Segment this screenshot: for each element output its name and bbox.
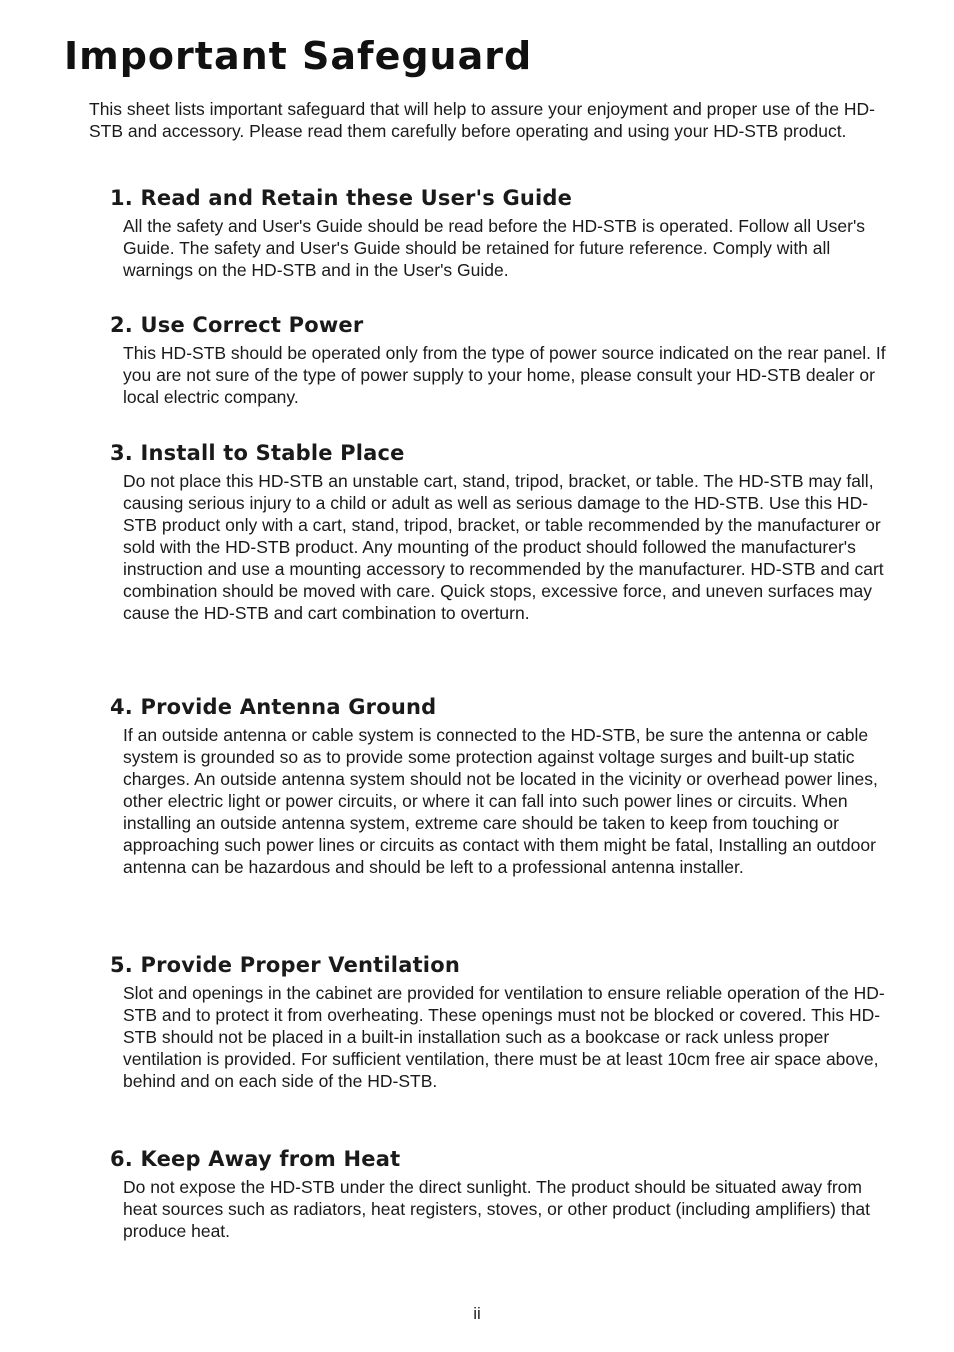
section-antenna-ground (110, 693, 900, 878)
section-read-and-retain (110, 184, 900, 281)
section-heading: 2. Use Correct Power (110, 313, 364, 337)
section-heading: 6. Keep Away from Heat (110, 1147, 401, 1171)
section-heading: 3. Install to Stable Place (110, 441, 405, 465)
section-body: All the safety and User's Guide should be read before the HD-STB is operated. Follow all User's Guide. The safety and User's Guide should be retained for future reference. Comply with all warnings on the HD-STB and in the User's Guide. (123, 216, 866, 280)
intro-paragraph: This sheet lists important safeguard that will help to assure your enjoyment and proper use of the HD-STB and accessory. Please read them carefully before operating and using your HD-STB product. (89, 99, 875, 141)
section-keep-away-heat (110, 1145, 900, 1242)
section-heading: 5. Provide Proper Ventilation (110, 953, 460, 977)
section-use-correct-power (110, 311, 900, 408)
section-body: If an outside antenna or cable system is connected to the HD-STB, be sure the antenna or cable system is grounded so as to provide some protection against voltage surges and built-up static charges. An outside antenna system should not be located in the vicinity or overhead power lines, other electric light or power circuits, or where it can fall into such power lines or circuits. When installing an outside antenna system, extreme care should be taken to keep from touching or approaching such power lines or circuits as contact with them might be fatal, Installing an outdoor antenna can be hazardous and should be left to a professional antenna installer. (123, 725, 878, 877)
section-body: Do not place this HD-STB an unstable cart, stand, tripod, bracket, or table. The HD-STB may fall, causing serious injury to a child or adult as well as serious damage to the HD-STB. Use this HD-STB product only with a cart, stand, tripod, bracket, or table recommended by the manufacturer or sold with the HD-STB product. Any mounting of the product should followed the manufacturer's instruction and use a mounting accessory to recommended by the manufacturer. HD-STB and cart combination should be moved with care. Quick stops, excessive force, and uneven surfaces may cause the HD-STB and cart combination to overturn. (123, 471, 884, 623)
section-ventilation (110, 951, 900, 1092)
section-install-stable-place (110, 439, 900, 624)
page-number: ii (473, 1304, 481, 1323)
section-body: Slot and openings in the cabinet are provided for ventilation to ensure reliable operation of the HD-STB and to protect it from overheating. These openings must not be blocked or covered. This HD-STB should not be placed in a built-in installation such as a bookcase or rack unless proper ventilation is provided. For sufficient ventilation, there must be at least 10cm free air space above, behind and on each side of the HD-STB. (123, 983, 885, 1091)
section-body: This HD-STB should be operated only from the type of power source indicated on the rear panel. If you are not sure of the type of power supply to your home, please consult your HD-STB dealer or local electric company. (123, 343, 886, 407)
section-body: Do not expose the HD-STB under the direct sunlight. The product should be situated away from heat sources such as radiators, heat registers, stoves, or other product (including amplifiers) that produce heat. (123, 1177, 871, 1241)
section-heading: 4. Provide Antenna Ground (110, 695, 437, 719)
page-title: Important Safeguard (64, 34, 533, 78)
section-heading: 1. Read and Retain these User's Guide (110, 186, 573, 210)
